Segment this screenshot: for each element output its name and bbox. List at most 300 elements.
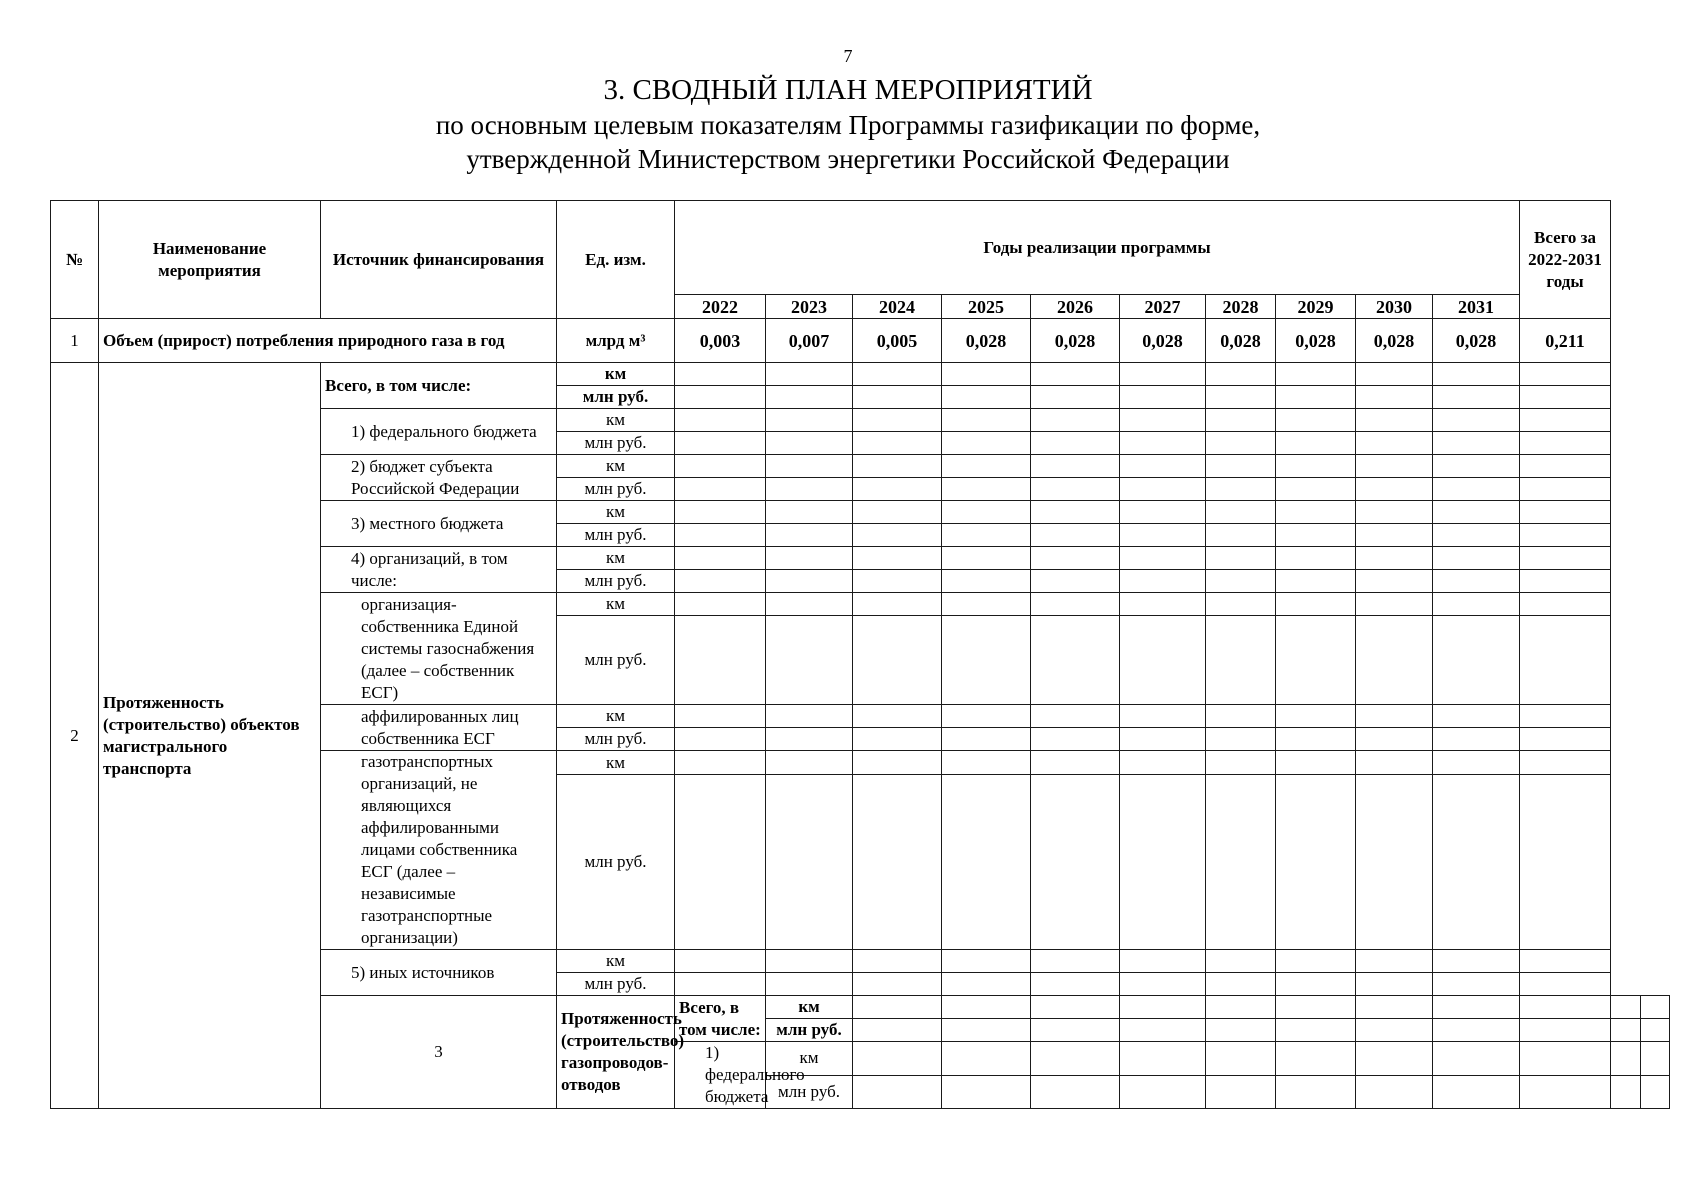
empty-value-cell	[1120, 524, 1206, 547]
empty-value-cell	[942, 1042, 1031, 1076]
empty-value-cell	[1206, 728, 1276, 751]
empty-total-cell	[1640, 1019, 1670, 1042]
empty-value-cell	[1120, 705, 1206, 728]
row-1	[51, 319, 1670, 363]
empty-value-cell	[766, 973, 853, 996]
empty-value-cell	[942, 524, 1031, 547]
empty-total-cell	[1520, 409, 1611, 432]
empty-value-cell	[1356, 705, 1433, 728]
empty-value-cell	[1031, 1075, 1120, 1109]
empty-total-cell	[1640, 996, 1670, 1019]
empty-value-cell	[1031, 501, 1120, 524]
empty-value-cell	[1120, 409, 1206, 432]
empty-value-cell	[942, 570, 1031, 593]
empty-value-cell	[1120, 547, 1206, 570]
empty-value-cell	[1356, 593, 1433, 616]
empty-value-cell	[1206, 1019, 1276, 1042]
document-subtitle-line-2: утвержденной Министерством энергетики Российской Федерации	[466, 144, 1230, 174]
unit-km: км	[557, 363, 675, 386]
row-1-value: 0,028	[942, 319, 1031, 363]
empty-value-cell	[1206, 950, 1276, 973]
empty-value-cell	[942, 432, 1031, 455]
empty-value-cell	[1031, 775, 1120, 950]
empty-value-cell	[942, 950, 1031, 973]
empty-value-cell	[1520, 1075, 1611, 1109]
unit-km: км	[557, 501, 675, 524]
document-subtitle-line-1: по основным целевым показателям Программы газификации по форме,	[435, 110, 1261, 140]
empty-total-cell	[1520, 616, 1611, 705]
empty-value-cell	[1031, 570, 1120, 593]
empty-total-cell	[1520, 973, 1611, 996]
empty-value-cell	[1276, 363, 1356, 386]
empty-value-cell	[1120, 728, 1206, 751]
unit-mln: млн руб.	[766, 1075, 853, 1109]
unit-km: км	[766, 996, 853, 1019]
row-3-source-federal: 1) федерального бюджета	[675, 1042, 766, 1109]
empty-value-cell	[853, 524, 942, 547]
row-3-name: Протяженность (строительство) газопроводов-отводов	[557, 996, 675, 1109]
empty-value-cell	[675, 705, 766, 728]
empty-total-cell	[1520, 775, 1611, 950]
empty-total-cell	[1520, 728, 1611, 751]
empty-total-cell	[1520, 547, 1611, 570]
empty-value-cell	[675, 751, 766, 775]
empty-value-cell	[853, 973, 942, 996]
empty-value-cell	[766, 547, 853, 570]
unit-km: км	[557, 950, 675, 973]
empty-value-cell	[675, 728, 766, 751]
empty-value-cell	[1356, 547, 1433, 570]
empty-value-cell	[1356, 432, 1433, 455]
year-header: 2022	[675, 295, 766, 319]
empty-value-cell	[1206, 432, 1276, 455]
empty-value-cell	[853, 432, 942, 455]
row-3-source-total: Всего, в том числе:	[675, 996, 766, 1042]
empty-value-cell	[853, 616, 942, 705]
row-2-num: 2	[51, 363, 99, 1109]
empty-value-cell	[766, 501, 853, 524]
empty-value-cell	[1611, 1075, 1640, 1109]
empty-value-cell	[1206, 409, 1276, 432]
empty-value-cell	[766, 409, 853, 432]
empty-value-cell	[1031, 705, 1120, 728]
empty-total-cell	[1640, 1042, 1670, 1076]
empty-value-cell	[1276, 455, 1356, 478]
empty-value-cell	[1433, 547, 1520, 570]
empty-value-cell	[1433, 524, 1520, 547]
empty-value-cell	[1276, 524, 1356, 547]
empty-value-cell	[942, 775, 1031, 950]
empty-value-cell	[1120, 1019, 1206, 1042]
empty-value-cell	[1433, 409, 1520, 432]
empty-value-cell	[675, 570, 766, 593]
empty-value-cell	[853, 547, 942, 570]
empty-value-cell	[1031, 547, 1120, 570]
empty-total-cell	[1640, 1075, 1670, 1109]
empty-total-cell	[1520, 386, 1611, 409]
empty-value-cell	[1120, 950, 1206, 973]
empty-value-cell	[1356, 775, 1433, 950]
empty-value-cell	[1356, 950, 1433, 973]
empty-value-cell	[1031, 973, 1120, 996]
empty-value-cell	[942, 363, 1031, 386]
empty-value-cell	[1031, 478, 1120, 501]
empty-value-cell	[853, 775, 942, 950]
empty-value-cell	[766, 728, 853, 751]
row-2-source-total: Всего, в том числе:	[321, 363, 557, 409]
row-1-value: 0,028	[1276, 319, 1356, 363]
empty-value-cell	[1433, 775, 1520, 950]
row-1-num: 1	[51, 319, 99, 363]
page-number: 7	[843, 46, 853, 66]
empty-value-cell	[1031, 524, 1120, 547]
empty-value-cell	[766, 524, 853, 547]
empty-value-cell	[675, 478, 766, 501]
empty-value-cell	[942, 478, 1031, 501]
year-header: 2029	[1276, 295, 1356, 319]
empty-value-cell	[675, 386, 766, 409]
empty-value-cell	[1031, 1042, 1120, 1076]
empty-value-cell	[1356, 409, 1433, 432]
empty-total-cell	[1520, 950, 1611, 973]
empty-value-cell	[942, 973, 1031, 996]
empty-value-cell	[942, 409, 1031, 432]
empty-value-cell	[1120, 455, 1206, 478]
empty-value-cell	[1120, 973, 1206, 996]
empty-value-cell	[675, 432, 766, 455]
row-1-value: 0,003	[675, 319, 766, 363]
empty-value-cell	[1520, 1019, 1611, 1042]
empty-value-cell	[1031, 751, 1120, 775]
year-header: 2023	[766, 295, 853, 319]
year-header: 2030	[1356, 295, 1433, 319]
document-title: 3. СВОДНЫЙ ПЛАН МЕРОПРИЯТИЙ	[603, 74, 1093, 106]
empty-value-cell	[1433, 455, 1520, 478]
empty-value-cell	[1031, 950, 1120, 973]
year-header: 2024	[853, 295, 942, 319]
empty-value-cell	[1031, 432, 1120, 455]
row-2-total-km	[51, 363, 1670, 386]
empty-value-cell	[766, 478, 853, 501]
empty-value-cell	[1120, 501, 1206, 524]
empty-value-cell	[1433, 1019, 1520, 1042]
empty-total-cell	[1520, 363, 1611, 386]
empty-value-cell	[942, 1019, 1031, 1042]
empty-value-cell	[675, 524, 766, 547]
empty-value-cell	[1276, 616, 1356, 705]
empty-value-cell	[853, 501, 942, 524]
empty-value-cell	[1276, 751, 1356, 775]
empty-value-cell	[1120, 1075, 1206, 1109]
empty-value-cell	[853, 996, 942, 1019]
empty-value-cell	[675, 593, 766, 616]
empty-value-cell	[1433, 478, 1520, 501]
year-header: 2025	[942, 295, 1031, 319]
row-2-source-other: 5) иных источников	[321, 950, 557, 996]
empty-value-cell	[1031, 386, 1120, 409]
empty-value-cell	[1433, 1075, 1520, 1109]
unit-km: км	[557, 409, 675, 432]
empty-value-cell	[766, 616, 853, 705]
header-source: Источник финансирования	[321, 201, 557, 319]
unit-mln: млн руб.	[557, 728, 675, 751]
empty-value-cell	[1206, 363, 1276, 386]
row-1-unit: млрд м³	[557, 319, 675, 363]
empty-value-cell	[1356, 751, 1433, 775]
empty-value-cell	[1206, 1042, 1276, 1076]
empty-value-cell	[1356, 728, 1433, 751]
empty-value-cell	[1356, 1019, 1433, 1042]
empty-value-cell	[675, 455, 766, 478]
empty-value-cell	[1206, 386, 1276, 409]
empty-value-cell	[853, 950, 942, 973]
empty-value-cell	[1206, 616, 1276, 705]
unit-mln: млн руб.	[557, 432, 675, 455]
empty-value-cell	[1276, 950, 1356, 973]
empty-value-cell	[1433, 950, 1520, 973]
empty-value-cell	[1433, 570, 1520, 593]
year-header: 2026	[1031, 295, 1120, 319]
empty-value-cell	[1276, 1075, 1356, 1109]
empty-value-cell	[1276, 1042, 1356, 1076]
empty-value-cell	[853, 478, 942, 501]
unit-mln: млн руб.	[557, 524, 675, 547]
empty-value-cell	[1031, 363, 1120, 386]
empty-value-cell	[1120, 478, 1206, 501]
empty-value-cell	[1276, 501, 1356, 524]
empty-value-cell	[853, 1075, 942, 1109]
empty-value-cell	[1433, 705, 1520, 728]
empty-value-cell	[942, 616, 1031, 705]
empty-value-cell	[1120, 593, 1206, 616]
empty-value-cell	[1356, 1075, 1433, 1109]
header-num: №	[51, 201, 99, 319]
row-1-value: 0,028	[1031, 319, 1120, 363]
empty-value-cell	[853, 363, 942, 386]
empty-total-cell	[1520, 751, 1611, 775]
empty-value-cell	[675, 409, 766, 432]
row-2-source-orgs: 4) организаций, в том числе:	[321, 547, 557, 593]
empty-value-cell	[1206, 455, 1276, 478]
empty-value-cell	[942, 455, 1031, 478]
empty-value-cell	[853, 570, 942, 593]
empty-value-cell	[1356, 524, 1433, 547]
empty-value-cell	[1433, 1042, 1520, 1076]
header-years-group: Годы реализации программы	[675, 201, 1520, 295]
empty-value-cell	[942, 728, 1031, 751]
empty-value-cell	[1120, 363, 1206, 386]
empty-value-cell	[1031, 616, 1120, 705]
empty-value-cell	[1276, 409, 1356, 432]
empty-value-cell	[766, 950, 853, 973]
empty-value-cell	[1276, 432, 1356, 455]
header-total: Всего за 2022-2031 годы	[1520, 201, 1611, 319]
empty-value-cell	[1276, 386, 1356, 409]
empty-value-cell	[1611, 1042, 1640, 1076]
empty-value-cell	[1520, 996, 1611, 1019]
row-2-source-esg-owner: организация-собственника Единой системы газоснабжения (далее – собственник ЕСГ)	[321, 593, 557, 705]
row-1-name: Объем (прирост) потребления природного газа в год	[99, 319, 557, 363]
empty-value-cell	[1356, 1042, 1433, 1076]
empty-value-cell	[675, 547, 766, 570]
empty-value-cell	[1206, 547, 1276, 570]
empty-value-cell	[1276, 728, 1356, 751]
empty-value-cell	[675, 363, 766, 386]
empty-value-cell	[1206, 524, 1276, 547]
unit-km: км	[557, 705, 675, 728]
unit-km: км	[557, 455, 675, 478]
empty-value-cell	[853, 455, 942, 478]
empty-value-cell	[942, 705, 1031, 728]
empty-value-cell	[1356, 501, 1433, 524]
empty-value-cell	[942, 996, 1031, 1019]
empty-value-cell	[1276, 593, 1356, 616]
row-3-num: 3	[321, 996, 557, 1109]
empty-value-cell	[1433, 616, 1520, 705]
unit-mln: млн руб.	[557, 570, 675, 593]
empty-value-cell	[766, 593, 853, 616]
row-2-name: Протяженность (строительство) объектов магистрального транспорта	[99, 363, 321, 1109]
empty-value-cell	[1433, 973, 1520, 996]
empty-value-cell	[853, 1019, 942, 1042]
empty-value-cell	[766, 751, 853, 775]
empty-value-cell	[766, 775, 853, 950]
row-2-source-local: 3) местного бюджета	[321, 501, 557, 547]
year-header: 2028	[1206, 295, 1276, 319]
empty-value-cell	[942, 593, 1031, 616]
empty-value-cell	[942, 547, 1031, 570]
empty-value-cell	[1356, 478, 1433, 501]
empty-value-cell	[1356, 973, 1433, 996]
row-2-source-affiliates: аффилированных лиц собственника ЕСГ	[321, 705, 557, 751]
empty-value-cell	[1276, 705, 1356, 728]
empty-value-cell	[766, 363, 853, 386]
empty-value-cell	[853, 1042, 942, 1076]
empty-value-cell	[1120, 616, 1206, 705]
empty-value-cell	[1120, 996, 1206, 1019]
empty-value-cell	[1120, 432, 1206, 455]
empty-total-cell	[1520, 501, 1611, 524]
empty-value-cell	[1520, 1042, 1611, 1076]
empty-value-cell	[853, 728, 942, 751]
empty-value-cell	[1276, 547, 1356, 570]
empty-value-cell	[766, 386, 853, 409]
unit-mln: млн руб.	[557, 478, 675, 501]
year-header: 2027	[1120, 295, 1206, 319]
row-1-value: 0,028	[1433, 319, 1520, 363]
empty-value-cell	[1433, 593, 1520, 616]
empty-value-cell	[853, 409, 942, 432]
empty-value-cell	[1433, 501, 1520, 524]
empty-value-cell	[1120, 751, 1206, 775]
empty-value-cell	[1433, 363, 1520, 386]
empty-value-cell	[675, 501, 766, 524]
empty-value-cell	[1276, 973, 1356, 996]
empty-value-cell	[1031, 455, 1120, 478]
header-unit: Ед. изм.	[557, 201, 675, 319]
empty-value-cell	[1276, 775, 1356, 950]
row-2-source-federal: 1) федерального бюджета	[321, 409, 557, 455]
unit-km: км	[557, 593, 675, 616]
empty-value-cell	[1031, 409, 1120, 432]
header-name: Наименование мероприятия	[99, 201, 321, 319]
row-1-total: 0,211	[1520, 319, 1611, 363]
empty-total-cell	[1520, 432, 1611, 455]
empty-value-cell	[1276, 570, 1356, 593]
empty-value-cell	[1206, 751, 1276, 775]
empty-value-cell	[675, 616, 766, 705]
empty-value-cell	[1356, 616, 1433, 705]
empty-value-cell	[1356, 996, 1433, 1019]
row-1-value: 0,007	[766, 319, 853, 363]
empty-value-cell	[942, 386, 1031, 409]
empty-total-cell	[1520, 524, 1611, 547]
empty-value-cell	[942, 751, 1031, 775]
unit-mln: млн руб.	[557, 973, 675, 996]
empty-value-cell	[1120, 775, 1206, 950]
empty-value-cell	[1611, 996, 1640, 1019]
year-header: 2031	[1433, 295, 1520, 319]
empty-value-cell	[1031, 728, 1120, 751]
row-1-value: 0,028	[1206, 319, 1276, 363]
empty-value-cell	[1120, 386, 1206, 409]
unit-km: км	[766, 1042, 853, 1076]
empty-value-cell	[766, 432, 853, 455]
row-2-source-subject: 2) бюджет субъекта Российской Федерации	[321, 455, 557, 501]
empty-value-cell	[1206, 775, 1276, 950]
empty-value-cell	[1206, 973, 1276, 996]
empty-value-cell	[1433, 996, 1520, 1019]
empty-value-cell	[853, 705, 942, 728]
empty-value-cell	[1356, 386, 1433, 409]
unit-mln: млн руб.	[766, 1019, 853, 1042]
unit-km: км	[557, 547, 675, 570]
empty-value-cell	[1120, 570, 1206, 593]
empty-value-cell	[1206, 593, 1276, 616]
empty-total-cell	[1520, 478, 1611, 501]
gasification-plan-table	[50, 200, 1670, 1109]
empty-value-cell	[1206, 705, 1276, 728]
row-2-source-independent: газотранспортных организаций, не являющихся аффилированными лицами собственника ЕСГ (далее – независимые газотранспортные организации)	[321, 751, 557, 950]
empty-value-cell	[1276, 1019, 1356, 1042]
empty-value-cell	[1433, 432, 1520, 455]
unit-mln: млн руб.	[557, 386, 675, 409]
empty-value-cell	[942, 501, 1031, 524]
empty-value-cell	[675, 950, 766, 973]
empty-value-cell	[1433, 751, 1520, 775]
empty-value-cell	[1206, 996, 1276, 1019]
empty-value-cell	[1031, 593, 1120, 616]
empty-value-cell	[1356, 363, 1433, 386]
empty-value-cell	[853, 751, 942, 775]
empty-value-cell	[853, 386, 942, 409]
empty-value-cell	[1206, 501, 1276, 524]
empty-value-cell	[1433, 728, 1520, 751]
empty-total-cell	[1520, 705, 1611, 728]
empty-value-cell	[675, 775, 766, 950]
empty-total-cell	[1520, 455, 1611, 478]
unit-mln: млн руб.	[557, 775, 675, 950]
empty-value-cell	[1276, 996, 1356, 1019]
empty-value-cell	[1206, 570, 1276, 593]
header-row	[51, 201, 1670, 295]
empty-value-cell	[1206, 1075, 1276, 1109]
row-1-value: 0,028	[1356, 319, 1433, 363]
empty-value-cell	[1433, 386, 1520, 409]
empty-value-cell	[1276, 478, 1356, 501]
empty-value-cell	[1611, 1019, 1640, 1042]
empty-total-cell	[1520, 570, 1611, 593]
